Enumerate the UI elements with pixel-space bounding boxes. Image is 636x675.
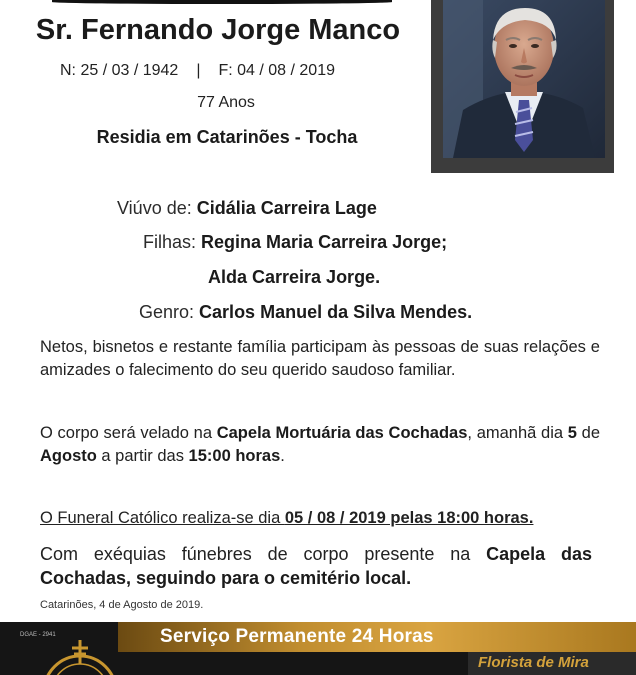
daughters-row	[143, 232, 447, 253]
portrait-photo	[443, 0, 605, 158]
funeral-home-logo-icon	[30, 632, 130, 675]
death-date: F: 04 / 08 / 2019	[218, 62, 335, 79]
wake-mid-1: , amanhã dia	[467, 424, 568, 442]
wake-month: Agosto	[40, 447, 97, 465]
service-hours: Serviço Permanente 24 Horas	[160, 626, 434, 647]
funeral-when: 05 / 08 / 2019 pelas 18:00 horas.	[284, 509, 534, 527]
wake-mid-2: de	[576, 424, 601, 442]
daughter-2-row	[208, 267, 380, 288]
date-separator: |	[196, 62, 201, 79]
license-number: DGAE - 2941	[20, 632, 56, 638]
footer-banner	[0, 622, 636, 675]
florist-name: Florista de Mira	[478, 654, 589, 671]
funeral-intro: O Funeral Católico realiza-se dia	[40, 509, 285, 527]
birth-date: N: 25 / 03 / 1942	[60, 62, 179, 79]
announcement-text: Netos, bisnetos e restante família participam às pessoas de suas relações e amizades o falecimento do seu querido saudoso familiar.	[40, 338, 600, 379]
exequias-intro: Com exéquias fúnebres de corpo presente na	[40, 544, 487, 564]
wake-time: 15:00 horas	[188, 447, 281, 465]
widower-label: Viúvo de:	[117, 198, 192, 218]
place-date: Catarinões, 4 de Agosto de 2019.	[40, 599, 204, 611]
exequias-paragraph	[40, 542, 592, 590]
daughters-label: Filhas:	[143, 232, 197, 252]
son-in-law-name: Carlos Manuel da Silva Mendes.	[199, 302, 473, 322]
son-in-law-row	[139, 302, 472, 323]
dates-line	[60, 62, 335, 80]
daughter-1: Regina Maria Carreira Jorge;	[201, 232, 448, 252]
wake-paragraph	[40, 422, 600, 468]
daughter-2: Alda Carreira Jorge.	[208, 267, 381, 287]
exequias-place: Capela das Cochadas, seguindo para o cemitério local.	[40, 544, 592, 588]
widower-row	[117, 198, 377, 219]
age: 77 Anos	[197, 94, 255, 111]
wake-day: 5	[567, 424, 577, 442]
residence: Residia em Catarinões - Tocha	[96, 127, 358, 147]
deceased-name: Sr. Fernando Jorge Manco	[35, 14, 401, 46]
son-in-law-label: Genro:	[139, 302, 195, 322]
top-decoration	[52, 0, 392, 4]
wake-place: Capela Mortuária das Cochadas	[216, 424, 468, 442]
widower-name: Cidália Carreira Lage	[196, 198, 377, 218]
wake-mid-3: a partir das	[96, 447, 189, 465]
wake-intro: O corpo será velado na	[40, 424, 217, 442]
funeral-line	[40, 509, 614, 528]
portrait-frame	[431, 0, 614, 173]
wake-end: .	[280, 447, 285, 465]
